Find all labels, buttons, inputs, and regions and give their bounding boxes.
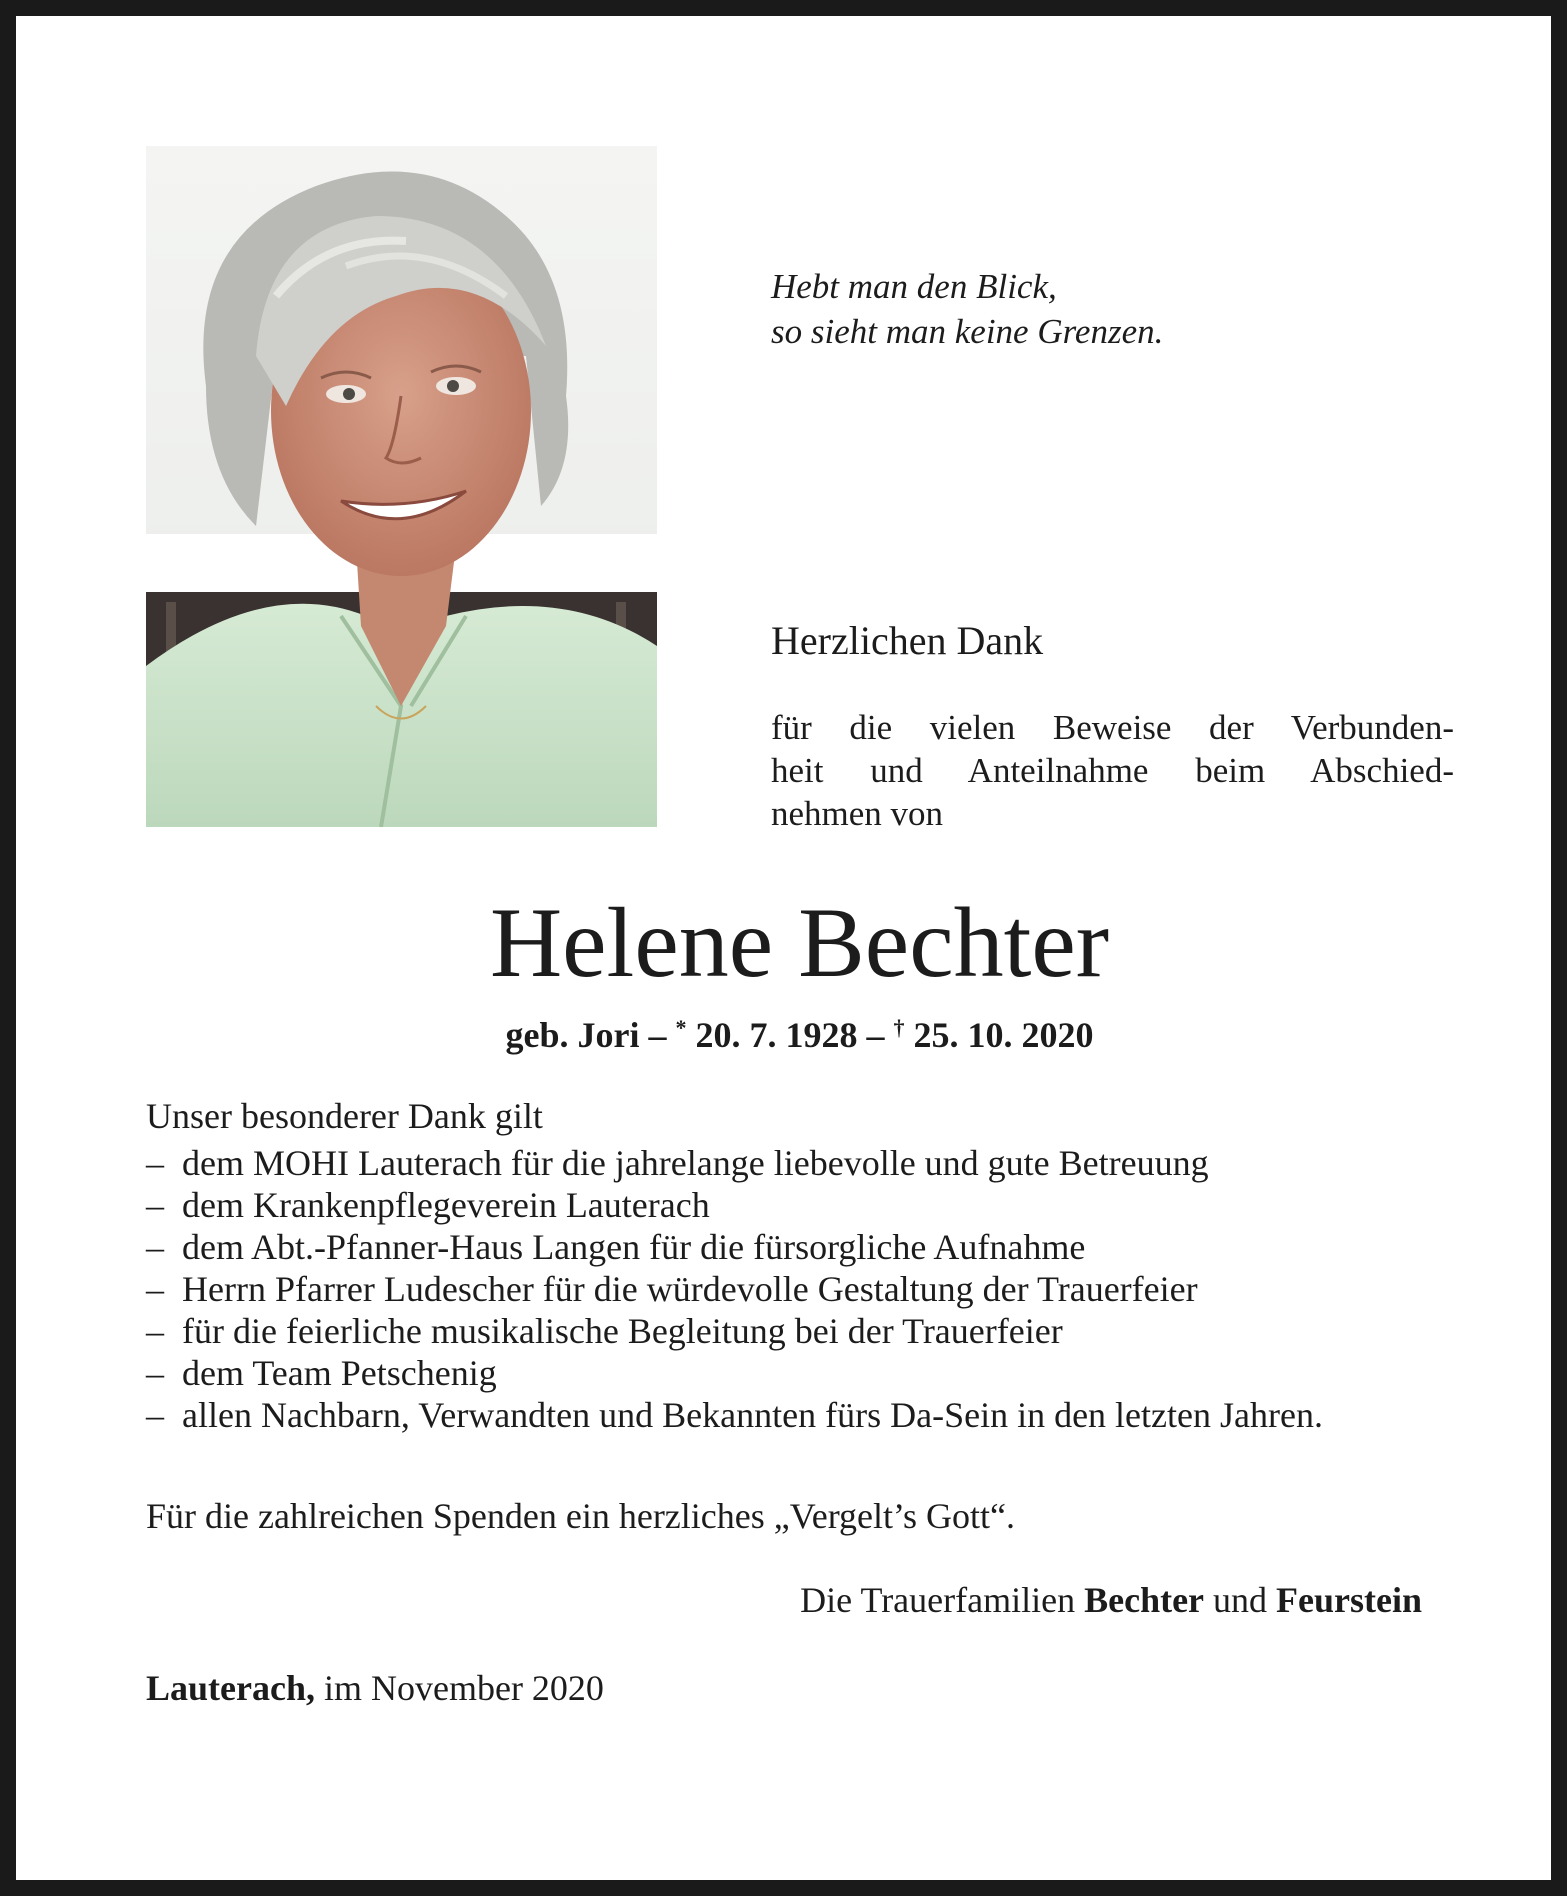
portrait-photo [146, 146, 657, 827]
life-dates [16, 1006, 1567, 1057]
gratitude-intro: Unser besonderer Dank gilt [146, 1096, 543, 1136]
list-item [146, 1142, 1454, 1184]
list-item-text: dem MOHI Lauterach für die jahrelange liebevolle und gute Betreuung [182, 1143, 1209, 1183]
list-item [146, 1268, 1454, 1310]
thanks-heading: Herzlichen Dank [771, 618, 1044, 663]
list-item-text: dem Abt.-Pfanner-Haus Langen für die fürsorgliche Aufnahme [182, 1227, 1086, 1267]
family-signature [800, 1578, 1422, 1622]
dates-separator-2: – [866, 1015, 885, 1055]
list-item [146, 1184, 1454, 1226]
list-item-text: für die feierliche musikalische Begleitung bei der Trauerfeier [182, 1311, 1063, 1351]
signature-prefix: Die Trauerfamilien [800, 1580, 1076, 1620]
gratitude-list [146, 1142, 1454, 1436]
donations-thanks: Für die zahlreichen Spenden ein herzliches „Vergelt’s Gott“. [146, 1496, 1016, 1536]
list-dash: – [146, 1185, 164, 1225]
list-dash: – [146, 1353, 164, 1393]
list-dash: – [146, 1311, 164, 1351]
list-item-text: dem Krankenpflegeverein Lauterach [182, 1185, 710, 1225]
list-item [146, 1310, 1454, 1352]
thanks-line-1: für die vielen Beweise der Verbunden- [771, 708, 1454, 747]
death-cross-icon: † [893, 1015, 905, 1040]
date: im November 2020 [323, 1668, 604, 1708]
birth-date: 20. 7. 1928 [695, 1015, 858, 1055]
list-item [146, 1352, 1454, 1394]
deceased-name: Helene Bechter [489, 887, 1110, 998]
signature-joiner: und [1213, 1580, 1268, 1620]
list-item [146, 1226, 1454, 1268]
thanks-line-2: heit und Anteilnahme beim Abschied- [771, 751, 1454, 790]
list-dash: – [146, 1227, 164, 1267]
thanks-paragraph [771, 706, 1454, 835]
list-dash: – [146, 1269, 164, 1309]
list-dash: – [146, 1395, 164, 1435]
birth-star-icon: * [675, 1015, 687, 1040]
family-name-2: Feurstein [1276, 1580, 1422, 1620]
death-date: 25. 10. 2020 [913, 1015, 1094, 1055]
list-item-text: dem Team Petschenig [182, 1353, 497, 1393]
list-item-text: allen Nachbarn, Verwandten und Bekannten fürs Da-Sein in den letzten Jahren. [182, 1395, 1323, 1435]
dates-separator-1: – [648, 1015, 667, 1055]
place-date [146, 1666, 604, 1710]
list-dash: – [146, 1143, 164, 1183]
motto-quote [771, 264, 1163, 354]
motto-line-2: so sieht man keine Grenzen. [771, 312, 1164, 351]
family-name-1: Bechter [1084, 1580, 1205, 1620]
place: Lauterach, [146, 1668, 315, 1708]
thanks-line-3: nehmen von [771, 794, 944, 833]
motto-line-1: Hebt man den Blick, [771, 267, 1057, 306]
list-item-text: Herrn Pfarrer Ludescher für die würdevolle Gestaltung der Trauerfeier [182, 1269, 1198, 1309]
list-item [146, 1394, 1454, 1436]
maiden-name: geb. Jori [505, 1015, 640, 1055]
